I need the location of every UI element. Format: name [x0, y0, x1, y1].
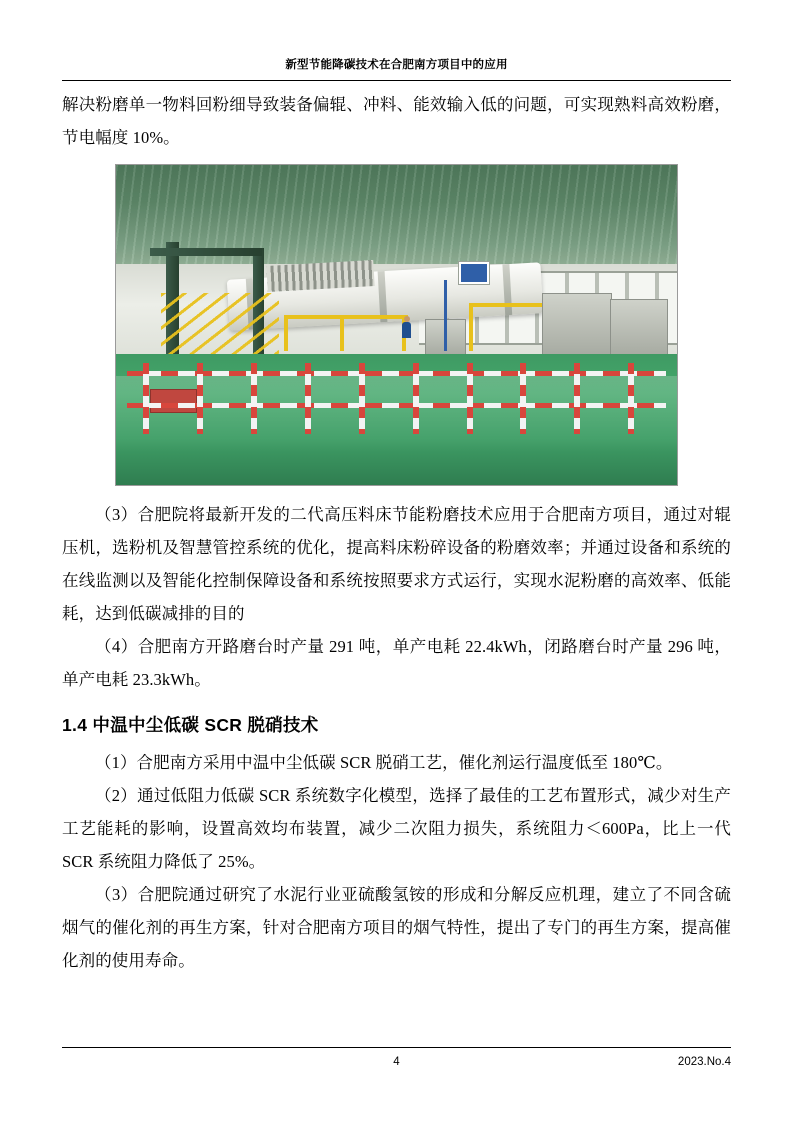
photo-yellow-railing [469, 303, 473, 351]
photo-wall-sign [458, 261, 490, 285]
paragraph-3: （3）合肥院将最新开发的二代高压料床节能粉磨技术应用于合肥南方项目，通过对辊压机，选粉机及智慧管控系统的优化，提高料床粉碎设备的粉磨效率；并通过设备和系统的在线监测以及智能化控制保障设备和系统按照要求方式运行，实现水泥粉磨的高效率、低能耗，达到低碳减排的目的 [62, 505, 731, 623]
photo-wall-sign-logo [461, 264, 487, 282]
paragraph-s3: （3）合肥院通过研究了水泥行业亚硫酸氢铵的形成和分解反应机理，建立了不同含硫烟气的催化剂的再生方案，针对合肥南方项目的烟气特性，提出了专门的再生方案，提高催化剂的使用寿命。 [62, 885, 731, 970]
section-heading-1-4: 1.4 中温中尘低碳 SCR 脱硝技术 [62, 715, 319, 735]
photo-mill-ring [503, 264, 513, 315]
photo-equipment-cabinet [610, 299, 668, 355]
photo-mill-ring [378, 271, 388, 322]
photo-fence-post [251, 363, 257, 433]
photo-equipment-cabinet [542, 293, 611, 356]
page-content [62, 88, 731, 977]
paragraph-4: （4）合肥南方开路磨台时产量 291 吨，单产电耗 22.4kWh，闭路磨台时产量 296 吨，单产电耗 23.3kWh。 [62, 637, 731, 689]
photo-yellow-railing [284, 315, 407, 319]
paragraph-top: 解决粉磨单一物料回粉细导致装备偏辊、冲料、能效输入低的问题，可实现熟料高效粉磨，节电幅度 10%。 [62, 95, 731, 147]
photo-safety-fence [127, 363, 666, 433]
photo-steel-beam [150, 248, 262, 256]
photo-worker [402, 322, 411, 338]
photo-mill-gear [267, 260, 375, 292]
figure-block [62, 164, 731, 486]
photo-yellow-railing [284, 315, 288, 350]
footer-page-number: 4 [393, 1056, 400, 1068]
photo-fence-post [467, 363, 473, 433]
photo-fence-post [628, 363, 634, 433]
workshop-photo [115, 164, 678, 486]
photo-fence-post [413, 363, 419, 433]
photo-fence-post [197, 363, 203, 433]
footer-divider [62, 1047, 731, 1048]
paragraph-s2: （2）通过低阻力低碳 SCR 系统数字化模型，选择了最佳的工艺布置形式，减少对生产工艺能耗的影响，设置高效均布装置，减少二次阻力损失，系统阻力＜600Pa，比上一代 SCR 系统阻力降低了 25%。 [62, 786, 731, 871]
photo-fence-post [143, 363, 149, 433]
photo-fence-post [305, 363, 311, 433]
page-header: 新型节能降碳技术在合肥南方项目中的应用 [285, 59, 508, 71]
photo-fence-rail [127, 371, 666, 376]
paragraph-s1: （1）合肥南方采用中温中尘低碳 SCR 脱硝工艺，催化剂运行温度低至 180℃。 [95, 753, 673, 772]
photo-yellow-railing [340, 315, 344, 350]
footer-issue-label: 2023.No.4 [677, 1056, 731, 1068]
photo-blue-pipe [444, 280, 447, 350]
photo-fence-post [359, 363, 365, 433]
photo-fence-post [520, 363, 526, 433]
photo-fence-rail [127, 403, 666, 408]
photo-fence-post [574, 363, 580, 433]
header-divider [62, 80, 731, 81]
